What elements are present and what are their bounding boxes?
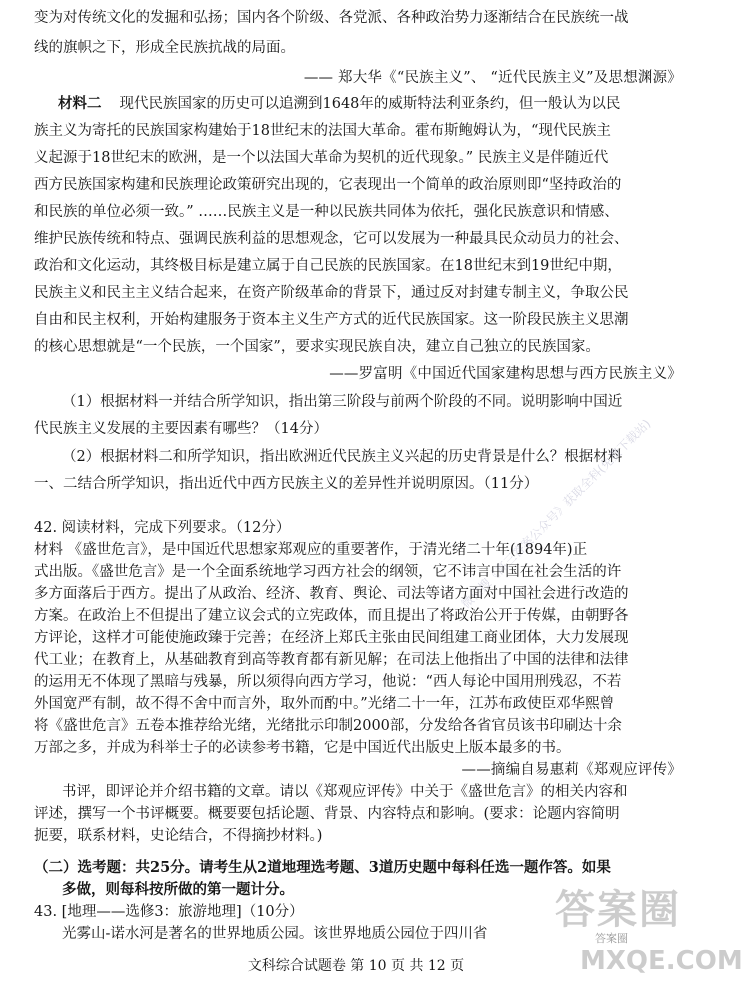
material-label: 材料二 bbox=[58, 95, 102, 112]
text-line: 西方民族国家构建和民族理论政策研究出现的，它表现出一个简单的政治原则即“坚持政治的 bbox=[34, 177, 622, 193]
text-line: 政治和文化运动，其终极目标是建立属于自己民族的民族国家。在18世纪末到19世纪中期， bbox=[34, 258, 622, 274]
question-text: 书评，即评论并介绍书籍的文章。请以《郑观应评传》中关于《盛世危言》的相关内容和 bbox=[62, 784, 628, 800]
text-line: 的运用无不体现了黑暗与残暴，所以须得向西方学习，他说：“西人每论中国用刑残忍，不若 bbox=[34, 674, 622, 690]
section-heading: 多做，则每科按所做的第一题计分。 bbox=[62, 881, 294, 898]
question-text: 一、二结合所学知识，指出近代中西方民族主义的差异性并说明原因。（11分） bbox=[34, 476, 539, 492]
source-citation: ——摘编自易惠莉《郑观应评传》 bbox=[461, 762, 682, 778]
text-line: 万部之多，并成为科举士子的必读参考书籍，它是中国近代出版史上版本最多的书。 bbox=[34, 740, 571, 756]
question-text: （2）根据材料二和所学知识，指出欧洲近代民族主义兴起的历史背景是什么？根据材料 bbox=[62, 449, 623, 465]
watermark-small-text: 答案圈 bbox=[595, 932, 628, 945]
text-line bbox=[34, 94, 620, 114]
text-line: 外国宽严有制，故不得不舍中而言外，取外而酌中。”光绪二十一年，江苏布政使臣邓华熙曾 bbox=[34, 696, 615, 712]
watermark-diagonal: 微信搜《高三答案公众号》获取全科(免费下载站) bbox=[458, 416, 654, 612]
watermark-logo-text: 答案圈 bbox=[555, 887, 681, 933]
text-line: 材料 《盛世危言》，是中国近代思想家郑观应的重要著作，于清光绪二十年(1894年)正 bbox=[34, 542, 588, 558]
text-line: 自由和民主权利，开始构建服务于资本主义生产方式的近代民族国家。这一阶段民族主义思潮 bbox=[34, 312, 629, 328]
source-citation: —— 郑大华《“民族主义”、 “近代民族主义”及思想渊源》 bbox=[303, 70, 682, 86]
text-line: 族主义为寄托的民族国家构建始于18世纪末的法国大革命。霍布斯鲍姆认为，“现代民族主 bbox=[34, 123, 611, 139]
section-heading: （二）选考题：共25分。请考生从2道地理选考题、3道历史题中每科任选一题作答。如果 bbox=[34, 859, 611, 876]
text-line: 维护民族传统和特点、强调民族利益的思想观念，它可以发展为一种最具民众动员力的社会、 bbox=[34, 231, 629, 247]
text-line: 义起源于18世纪末的欧洲，是一个以法国大革命为契机的近代现象。” 民族主义是伴随近代 bbox=[34, 150, 609, 166]
source-citation: ——罗富明《中国近代国家建构思想与西方民族主义》 bbox=[329, 366, 682, 382]
question-text: 扼要，联系材料，史论结合，不得摘抄材料。) bbox=[34, 828, 323, 844]
text-line: 线的旗帜之下，形成全民族抗战的局面。 bbox=[34, 40, 295, 56]
text-line: 和民族的单位必须一致。” ……民族主义是一种以民族共同体为依托，强化民族意识和情感、 bbox=[34, 204, 619, 220]
text-line: 代工业；在教育上，从基础教育到高等教育都有新见解；在司法上他指出了中国的法律和法律 bbox=[34, 652, 629, 668]
question-text: 评述，撰写一个书评概要。概要要包括论题、背景、内容特点和影响。(要求：论题内容简明 bbox=[34, 806, 620, 822]
text-line: 多方面落后于西方。提出了从政治、经济、教育、舆论、司法等诸方面对中国社会进行改造的 bbox=[34, 586, 629, 602]
question-heading: 42. 阅读材料，完成下列要求。（12分） bbox=[34, 520, 291, 536]
text-line: 光雾山-诺水河是著名的世界地质公园。该世界地质公园位于四川省 bbox=[62, 926, 488, 942]
text-line: 式出版。《盛世危言》是一个全面系统地学习西方社会的纲领，它不讳言中国在社会生活的许 bbox=[34, 564, 622, 580]
text-line: 民族主义和民主主义结合起来，在资产阶级革命的背景下，通过反对封建专制主义，争取公民 bbox=[34, 285, 629, 301]
text-line: 方评论，这样才可能使施政臻于完善；在经济上郑氏主张由民间组建工商业团体，大力发展现 bbox=[34, 630, 629, 646]
text-span: 现代民族国家的历史可以追溯到1648年的威斯特法利亚条约，但一般认为以民 bbox=[119, 96, 621, 112]
text-line: 将《盛世危言》五卷本推荐给光绪，光绪批示印制2000部，分发给各省官员该书印刷达十余 bbox=[34, 718, 622, 734]
question-text: 代民族主义发展的主要因素有哪些？（14分） bbox=[34, 421, 328, 437]
watermark-logo bbox=[535, 868, 743, 990]
watermark-url: MXQE.COM bbox=[580, 946, 743, 976]
text-line: 的核心思想就是“一个民族，一个国家”，要求实现民族自决，建立自己独立的民族国家。 bbox=[34, 339, 600, 355]
question-text: （1）根据材料一并结合所学知识，指出第三阶段与前两个阶段的不同。说明影响中国近 bbox=[62, 394, 623, 410]
page-footer: 文科综合试题卷 第 10 页 共 12 页 bbox=[247, 958, 465, 974]
text-line: 变为对传统文化的发掘和弘扬；国内各个阶级、各党派、各种政治势力逐渐结合在民族统一战 bbox=[34, 10, 629, 26]
question-heading: 43. [地理——选修3：旅游地理]（10分） bbox=[34, 904, 304, 920]
text-line: 方案。在政治上不但提出了建立议会式的立宪政体，而且提出了将政治公开于传媒，由朝野各 bbox=[34, 608, 629, 624]
